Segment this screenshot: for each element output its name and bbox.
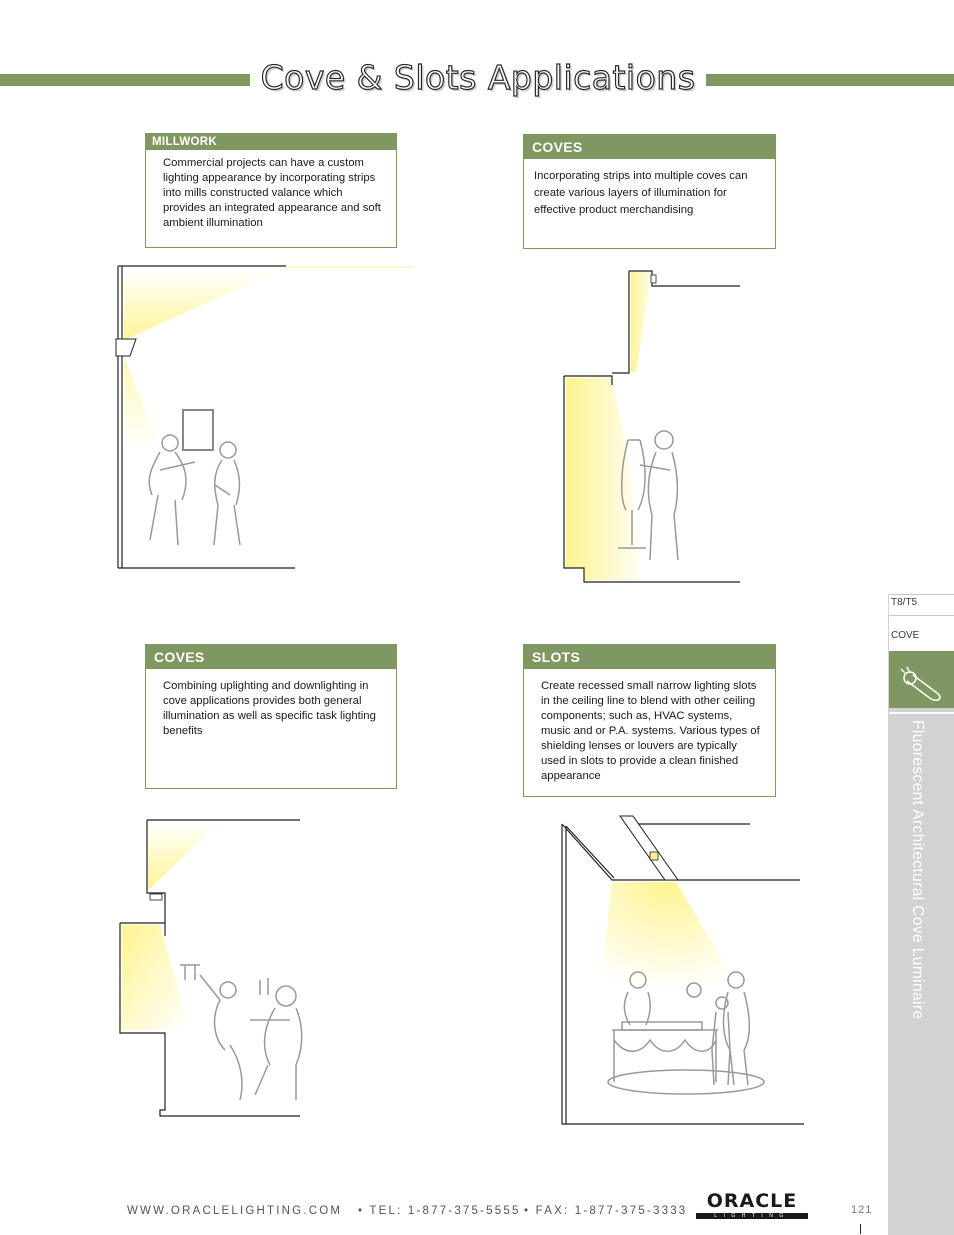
footer-fax: • FAX: 1-877-375-3333 bbox=[524, 1205, 688, 1217]
coves-heading-bottom: COVES bbox=[146, 645, 396, 669]
side-vertical-title: Fluorescent Architectural Cove Luminaire bbox=[909, 720, 926, 1020]
slots-text: Create recessed small narrow lighting slots in the ceiling line to blend with other ceiling components; such as, HVAC systems, music and or P.A. systems. Various types of shielding lenses or louvers are typically used in slots to provide a clean finished appearance bbox=[541, 680, 760, 782]
page-title: Cove & Slots Applications bbox=[260, 58, 696, 97]
coves-heading-top: COVES bbox=[524, 135, 775, 159]
tab-t8-t5[interactable]: T8/T5 bbox=[891, 597, 918, 608]
slots-heading: SLOTS bbox=[524, 645, 775, 669]
logo-subtitle: LIGHTING bbox=[696, 1213, 808, 1219]
millwork-text: Commercial projects can have a custom lighting appearance by incorporating strips into mills constructed valance which provides an integrated appearance and soft ambient illumination bbox=[163, 157, 381, 229]
footer-website[interactable]: WWW.ORACLELIGHTING.COM bbox=[127, 1205, 343, 1217]
footer-tel: • TEL: 1-877-375-5555 bbox=[358, 1205, 521, 1217]
coves-text-top: Incorporating strips into multiple coves can create various layers of illumination for effective product merchandising bbox=[534, 170, 748, 216]
coves-text-bottom: Combining uplighting and downlighting in cove applications provides both general illumination as well as specific task lighting benefits bbox=[163, 680, 376, 737]
side-tab-icon-block bbox=[889, 651, 954, 708]
tab-cove[interactable]: COVE bbox=[891, 630, 920, 641]
logo-word: ORACLE bbox=[706, 1190, 798, 1212]
oracle-logo bbox=[696, 1192, 808, 1219]
tab-divider bbox=[889, 615, 954, 616]
fluorescent-tube-icon bbox=[889, 651, 954, 708]
page-number-tick bbox=[860, 1224, 861, 1234]
page-number: 121 bbox=[851, 1204, 873, 1216]
millwork-heading: MILLWORK bbox=[146, 134, 396, 150]
side-tab-divider-line bbox=[889, 712, 954, 714]
